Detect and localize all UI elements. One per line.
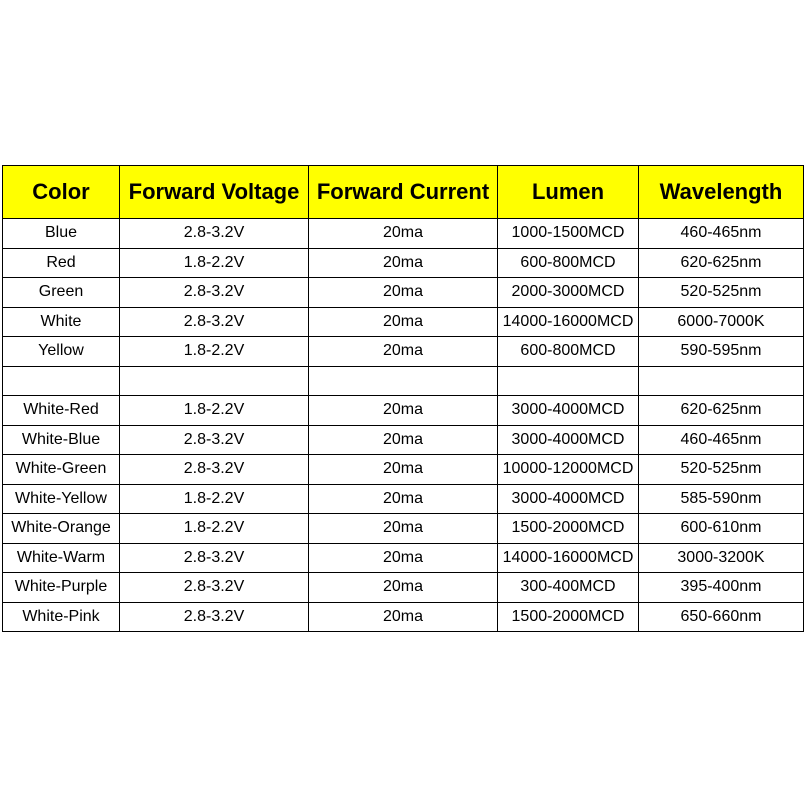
cell-forward-voltage: 1.8-2.2V: [120, 248, 309, 278]
cell-lumen: 14000-16000MCD: [498, 543, 639, 573]
cell-wavelength: 650-660nm: [639, 602, 804, 632]
table-header-row: [3, 166, 804, 219]
cell-color: White-Red: [3, 396, 120, 426]
cell-wavelength: 395-400nm: [639, 573, 804, 603]
cell-color: White-Purple: [3, 573, 120, 603]
cell-color: White-Pink: [3, 602, 120, 632]
cell-forward-current: 20ma: [309, 425, 498, 455]
column-header-wavelength: Wavelength: [639, 166, 804, 219]
cell-lumen: 2000-3000MCD: [498, 278, 639, 308]
cell-lumen: 14000-16000MCD: [498, 307, 639, 337]
table-row: [3, 455, 804, 485]
cell-forward-current: 20ma: [309, 307, 498, 337]
cell-wavelength: 3000-3200K: [639, 543, 804, 573]
cell-forward-current: 20ma: [309, 278, 498, 308]
cell-wavelength: 585-590nm: [639, 484, 804, 514]
cell-forward-current: 20ma: [309, 396, 498, 426]
table-row: [3, 248, 804, 278]
cell-color: White-Warm: [3, 543, 120, 573]
cell-color: White-Blue: [3, 425, 120, 455]
cell-forward-voltage: 2.8-3.2V: [120, 307, 309, 337]
cell-forward-voltage: 2.8-3.2V: [120, 543, 309, 573]
cell-forward-voltage: 2.8-3.2V: [120, 573, 309, 603]
cell-wavelength: 520-525nm: [639, 278, 804, 308]
cell-lumen: 1500-2000MCD: [498, 602, 639, 632]
cell-forward-current: [309, 366, 498, 396]
cell-forward-current: 20ma: [309, 455, 498, 485]
cell-wavelength: 520-525nm: [639, 455, 804, 485]
cell-wavelength: [639, 366, 804, 396]
table-row: [3, 307, 804, 337]
table-row: [3, 514, 804, 544]
led-spec-table: [2, 165, 804, 632]
cell-lumen: 300-400MCD: [498, 573, 639, 603]
cell-forward-current: 20ma: [309, 543, 498, 573]
cell-wavelength: 600-610nm: [639, 514, 804, 544]
table-row: [3, 484, 804, 514]
cell-forward-current: 20ma: [309, 219, 498, 249]
table-row: [3, 543, 804, 573]
cell-color: Yellow: [3, 337, 120, 367]
cell-forward-voltage: [120, 366, 309, 396]
cell-lumen: 3000-4000MCD: [498, 396, 639, 426]
cell-lumen: 600-800MCD: [498, 248, 639, 278]
table-row: [3, 278, 804, 308]
cell-forward-current: 20ma: [309, 484, 498, 514]
cell-color: [3, 366, 120, 396]
cell-wavelength: 620-625nm: [639, 396, 804, 426]
cell-color: Red: [3, 248, 120, 278]
cell-forward-voltage: 1.8-2.2V: [120, 396, 309, 426]
cell-color: White-Yellow: [3, 484, 120, 514]
cell-forward-current: 20ma: [309, 514, 498, 544]
cell-wavelength: 590-595nm: [639, 337, 804, 367]
column-header-forward-current: Forward Current: [309, 166, 498, 219]
column-header-color: Color: [3, 166, 120, 219]
cell-forward-current: 20ma: [309, 248, 498, 278]
cell-color: Green: [3, 278, 120, 308]
cell-forward-current: 20ma: [309, 573, 498, 603]
column-header-lumen: Lumen: [498, 166, 639, 219]
cell-lumen: [498, 366, 639, 396]
table-row: [3, 366, 804, 396]
cell-forward-voltage: 2.8-3.2V: [120, 278, 309, 308]
cell-forward-current: 20ma: [309, 602, 498, 632]
cell-lumen: 10000-12000MCD: [498, 455, 639, 485]
cell-wavelength: 6000-7000K: [639, 307, 804, 337]
table-body: [3, 219, 804, 632]
table-row: [3, 396, 804, 426]
table-row: [3, 425, 804, 455]
table-row: [3, 337, 804, 367]
column-header-forward-voltage: Forward Voltage: [120, 166, 309, 219]
cell-wavelength: 620-625nm: [639, 248, 804, 278]
cell-lumen: 600-800MCD: [498, 337, 639, 367]
table-row: [3, 573, 804, 603]
cell-forward-voltage: 1.8-2.2V: [120, 484, 309, 514]
cell-lumen: 3000-4000MCD: [498, 484, 639, 514]
cell-lumen: 1000-1500MCD: [498, 219, 639, 249]
cell-forward-current: 20ma: [309, 337, 498, 367]
cell-lumen: 3000-4000MCD: [498, 425, 639, 455]
cell-forward-voltage: 2.8-3.2V: [120, 425, 309, 455]
cell-forward-voltage: 2.8-3.2V: [120, 219, 309, 249]
cell-forward-voltage: 1.8-2.2V: [120, 514, 309, 544]
cell-lumen: 1500-2000MCD: [498, 514, 639, 544]
table-row: [3, 219, 804, 249]
cell-wavelength: 460-465nm: [639, 219, 804, 249]
cell-forward-voltage: 2.8-3.2V: [120, 455, 309, 485]
cell-color: Blue: [3, 219, 120, 249]
cell-color: White-Green: [3, 455, 120, 485]
cell-wavelength: 460-465nm: [639, 425, 804, 455]
table-row: [3, 602, 804, 632]
cell-color: White: [3, 307, 120, 337]
cell-forward-voltage: 1.8-2.2V: [120, 337, 309, 367]
cell-color: White-Orange: [3, 514, 120, 544]
cell-forward-voltage: 2.8-3.2V: [120, 602, 309, 632]
